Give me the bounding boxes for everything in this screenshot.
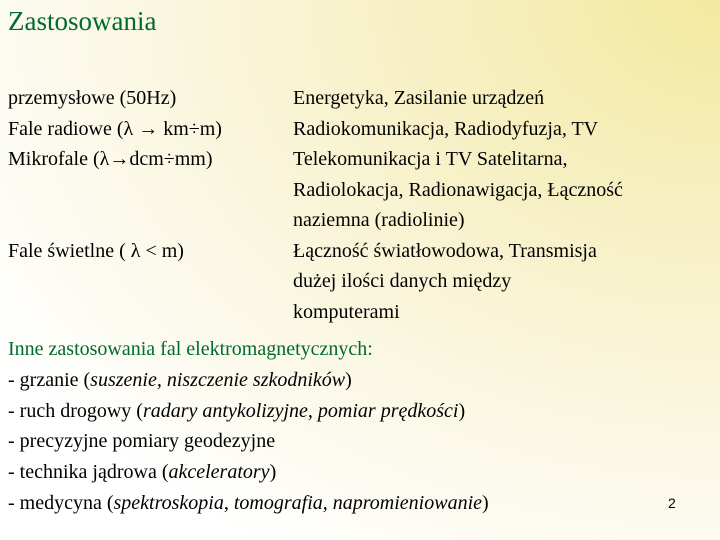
- application-row: [8, 144, 720, 236]
- other-applications: [8, 334, 489, 519]
- application-row: [8, 236, 720, 328]
- item-text: - ruch drogowy (: [8, 399, 143, 422]
- application-description: Łączność światłowodowa, Transmisja dużej ilości danych między komputerami: [293, 239, 597, 323]
- application-description: Telekomunikacja i TV Satelitarna, Radiolokacja, Radionawigacja, Łączność naziemna (radiolinie): [293, 148, 623, 231]
- frequency-range-label: Fale radiowe (λ → km÷m): [8, 117, 222, 140]
- slide-title: Zastosowania: [8, 6, 157, 36]
- application-row: [8, 83, 720, 114]
- item-text: - medycyna (: [8, 491, 114, 514]
- item-suffix: ): [345, 368, 352, 391]
- item-text: - precyzyjne pomiary geodezyjne: [8, 430, 276, 453]
- application-description: Energetyka, Zasilanie urządzeń: [293, 87, 545, 109]
- item-text: - grzanie (: [8, 368, 91, 391]
- frequency-range-label: Fale świetlne ( λ < m): [8, 239, 184, 262]
- applications-table: [8, 83, 720, 327]
- list-item: [8, 488, 489, 519]
- item-suffix: ): [482, 491, 489, 514]
- item-suffix: ): [458, 399, 466, 422]
- frequency-range-label: przemysłowe (50Hz): [8, 87, 177, 109]
- list-item: [8, 365, 489, 396]
- other-applications-heading: Inne zastosowania fal elektromagnetycznych:: [8, 338, 373, 360]
- item-emphasis: akceleratory: [168, 461, 270, 484]
- item-emphasis: suszenie, niszczenie szkodników: [90, 368, 346, 391]
- frequency-range-label: Mikrofale (λ→dcm÷mm): [8, 148, 213, 170]
- application-row: [8, 114, 720, 145]
- application-description: Radiokomunikacja, Radiodyfuzja, TV: [293, 117, 599, 140]
- list-item: [8, 396, 489, 427]
- item-emphasis: spektroskopia, tomografia, napromieniowanie: [113, 491, 483, 514]
- list-item: [8, 426, 489, 457]
- item-suffix: ): [269, 461, 277, 484]
- list-item: [8, 457, 489, 488]
- item-text: - technika jądrowa (: [8, 461, 169, 484]
- page-number: 2: [668, 495, 676, 511]
- item-emphasis: radary antykolizyjne, pomiar prędkości: [142, 399, 459, 422]
